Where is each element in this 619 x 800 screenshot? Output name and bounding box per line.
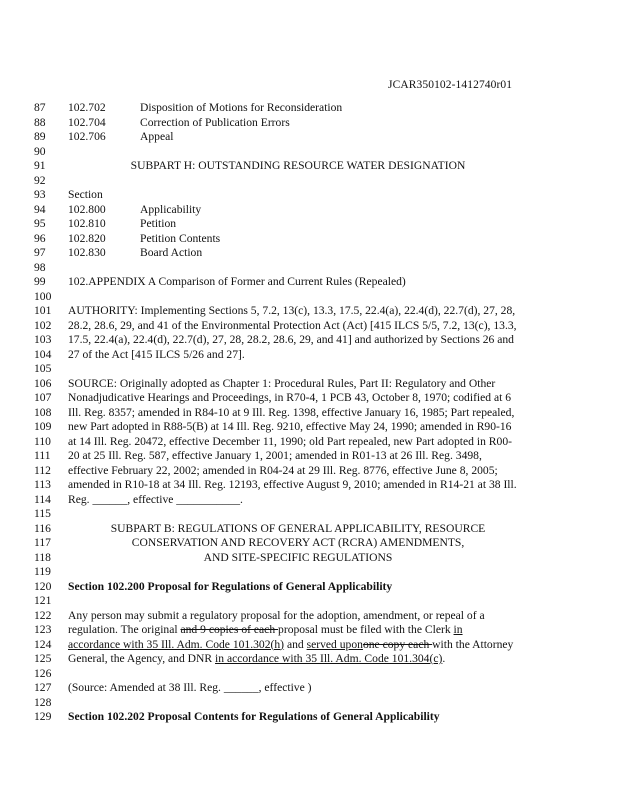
line-number: 112 bbox=[34, 463, 51, 477]
document-line bbox=[0, 696, 619, 710]
text-line: Reg. ______, effective ___________. bbox=[68, 492, 243, 506]
text-line: 28.2, 28.6, 29, and 41 of the Environmental Protection Act (Act) [415 ILCS 5/5, 7.2, 13(c), 13.3, bbox=[68, 318, 517, 332]
document-line bbox=[0, 667, 619, 681]
document-line bbox=[0, 710, 619, 724]
section-title: Board Action bbox=[140, 246, 203, 259]
document-line bbox=[0, 536, 619, 550]
line-number: 93 bbox=[34, 188, 46, 201]
document-line bbox=[0, 565, 619, 579]
line-number: 89 bbox=[34, 130, 46, 143]
line-number: 97 bbox=[34, 246, 46, 259]
document-line bbox=[0, 580, 619, 594]
line-number: 128 bbox=[34, 695, 52, 709]
document-line bbox=[0, 493, 619, 507]
section-number: 102.704 bbox=[68, 115, 106, 129]
subpart-heading: AND SITE-SPECIFIC REGULATIONS bbox=[203, 550, 393, 564]
amended-text-line bbox=[68, 638, 513, 652]
section-number: 102.702 bbox=[68, 101, 106, 114]
document-line bbox=[0, 101, 619, 115]
section-number: 102.706 bbox=[68, 130, 106, 143]
text-line: 102.APPENDIX A Comparison of Former and Current Rules (Repealed) bbox=[68, 275, 406, 288]
section-number: Section bbox=[68, 188, 103, 201]
line-number: 115 bbox=[34, 507, 51, 520]
text-line: Ill. Reg. 8357; amended in R84-10 at 9 Ill. Reg. 1398, effective January 16, 1985; Part repealed, bbox=[68, 405, 515, 419]
document-line bbox=[0, 203, 619, 217]
document-line bbox=[0, 638, 619, 652]
line-number: 120 bbox=[34, 579, 52, 593]
document-id: JCAR350102-1412740r01 bbox=[388, 79, 513, 91]
line-number: 110 bbox=[34, 434, 51, 448]
line-number: 98 bbox=[34, 260, 46, 274]
line-number: 95 bbox=[34, 217, 46, 230]
line-number: 129 bbox=[34, 710, 52, 723]
section-title: Petition Contents bbox=[140, 231, 221, 245]
document-line bbox=[0, 362, 619, 376]
document-line bbox=[0, 507, 619, 521]
section-title: Applicability bbox=[140, 202, 202, 216]
deleted-text: one copy each bbox=[362, 637, 433, 651]
line-number: 87 bbox=[34, 101, 46, 114]
line-number: 119 bbox=[34, 565, 51, 578]
document-line bbox=[0, 623, 619, 637]
section-number: 102.800 bbox=[68, 202, 106, 216]
text-line: SOURCE: Originally adopted as Chapter 1: Procedural Rules, Part II: Regulatory and Other bbox=[68, 376, 496, 390]
line-number: 113 bbox=[34, 478, 51, 491]
inserted-text: in accordance with 35 Ill. Adm. Code 101.304(c) bbox=[215, 652, 443, 665]
line-number: 96 bbox=[34, 231, 46, 245]
section-title: Petition bbox=[140, 217, 177, 230]
line-number: 90 bbox=[34, 144, 46, 158]
document-line bbox=[0, 522, 619, 536]
text-line: AUTHORITY: Implementing Sections 5, 7.2, 13(c), 13.3, 17.5, 22.4(a), 22.4(d), 22.7(d), 27, 28, bbox=[68, 304, 516, 317]
document-line bbox=[0, 478, 619, 492]
section-number: 102.820 bbox=[68, 231, 106, 245]
document-line bbox=[0, 261, 619, 275]
line-number: 122 bbox=[34, 608, 52, 622]
text-line: 20 at 25 Ill. Reg. 587, effective January 1, 2001; amended in R01-13 at 26 Ill. Reg. 3498, bbox=[68, 449, 482, 462]
text-line: 27 of the Act [415 ILCS 5/26 and 27]. bbox=[68, 347, 245, 361]
line-number: 117 bbox=[34, 536, 51, 549]
document-line bbox=[0, 435, 619, 449]
section-number: 102.810 bbox=[68, 217, 106, 230]
document-line bbox=[0, 406, 619, 420]
document-line bbox=[0, 464, 619, 478]
text-segment: with the Attorney bbox=[432, 637, 514, 651]
line-number: 103 bbox=[34, 333, 52, 346]
deleted-text: and 9 copies of each bbox=[180, 623, 279, 636]
document-line bbox=[0, 116, 619, 130]
text-segment: . bbox=[442, 652, 446, 665]
section-heading: Section 102.202 Proposal Contents for Regulations of General Applicability bbox=[68, 710, 440, 723]
document-line bbox=[0, 391, 619, 405]
document-line bbox=[0, 304, 619, 318]
document-line bbox=[0, 275, 619, 289]
line-number: 126 bbox=[34, 666, 52, 680]
text-line: new Part adopted in R88-5(B) at 14 Ill. Reg. 9210, effective May 24, 1990; amended in R90-16 bbox=[68, 420, 512, 433]
text-line: (Source: Amended at 38 Ill. Reg. ______, effective ) bbox=[68, 681, 312, 694]
subpart-heading: CONSERVATION AND RECOVERY ACT (RCRA) AMENDMENTS, bbox=[131, 536, 465, 549]
line-number: 106 bbox=[34, 376, 52, 390]
amended-text-line bbox=[68, 652, 445, 666]
section-title: Appeal bbox=[140, 130, 174, 143]
line-number: 109 bbox=[34, 420, 52, 433]
line-number: 92 bbox=[34, 173, 46, 187]
line-number: 105 bbox=[34, 362, 52, 375]
line-number: 111 bbox=[34, 449, 51, 462]
text-segment: and bbox=[284, 637, 307, 651]
document-line bbox=[0, 232, 619, 246]
line-number: 102 bbox=[34, 318, 52, 332]
section-number: 102.830 bbox=[68, 246, 106, 259]
document-line bbox=[0, 333, 619, 347]
text-segment: General, the Agency, and DNR bbox=[68, 652, 216, 665]
line-number: 107 bbox=[34, 391, 52, 404]
line-number: 101 bbox=[34, 304, 52, 317]
document-line bbox=[0, 130, 619, 144]
document-line bbox=[0, 145, 619, 159]
document-line bbox=[0, 319, 619, 333]
document-line bbox=[0, 159, 619, 173]
text-line: Nonadjudicative Hearings and Proceedings, in R70-4, 1 PCB 43, October 8, 1970; codified at 6 bbox=[68, 391, 512, 404]
section-title: Correction of Publication Errors bbox=[140, 115, 290, 129]
text-segment: regulation. The original bbox=[68, 623, 181, 636]
document-line bbox=[0, 420, 619, 434]
document-line bbox=[0, 348, 619, 362]
line-number: 88 bbox=[34, 115, 46, 129]
section-title: Disposition of Motions for Reconsideration bbox=[140, 101, 343, 114]
line-number: 121 bbox=[34, 594, 52, 607]
inserted-text: accordance with 35 Ill. Adm. Code 101.302(h) bbox=[68, 637, 285, 651]
line-number: 94 bbox=[34, 202, 46, 216]
line-number: 118 bbox=[34, 550, 51, 564]
line-number: 124 bbox=[34, 637, 52, 651]
document-line bbox=[0, 594, 619, 608]
amended-text-line bbox=[68, 623, 463, 637]
text-line: effective February 22, 2002; amended in R04-24 at 29 Ill. Reg. 8776, effective June 8, 2005; bbox=[68, 463, 498, 477]
line-number: 104 bbox=[34, 347, 52, 361]
text-line: at 14 Ill. Reg. 20472, effective December 11, 1990; old Part repealed, new Part adopted in R00- bbox=[68, 434, 512, 448]
document-line bbox=[0, 246, 619, 260]
document-line bbox=[0, 188, 619, 202]
text-line: amended in R10-18 at 34 Ill. Reg. 12193, effective August 9, 2010; amended in R14-21 at 38 Ill. bbox=[68, 478, 517, 491]
document-line bbox=[0, 609, 619, 623]
line-number: 91 bbox=[34, 159, 46, 172]
document-line bbox=[0, 377, 619, 391]
line-number: 99 bbox=[34, 275, 46, 288]
line-number: 116 bbox=[34, 521, 51, 535]
document-line bbox=[0, 652, 619, 666]
document-line bbox=[0, 290, 619, 304]
subpart-heading: SUBPART H: OUTSTANDING RESOURCE WATER DESIGNATION bbox=[130, 159, 466, 172]
subpart-heading: SUBPART B: REGULATIONS OF GENERAL APPLICABILITY, RESOURCE bbox=[110, 521, 486, 535]
document-line bbox=[0, 174, 619, 188]
text-line: Any person may submit a regulatory proposal for the adoption, amendment, or repeal of a bbox=[68, 608, 485, 622]
line-number: 100 bbox=[34, 289, 52, 303]
document-line bbox=[0, 217, 619, 231]
document-line bbox=[0, 551, 619, 565]
line-number: 108 bbox=[34, 405, 52, 419]
document-line bbox=[0, 681, 619, 695]
text-line: 17.5, 22.4(a), 22.4(d), 22.7(d), 27, 28, 28.2, 28.6, 29, and 41] and authorized by Sections 26 and bbox=[68, 333, 514, 346]
line-number: 114 bbox=[34, 492, 51, 506]
line-number: 127 bbox=[34, 681, 52, 694]
line-number: 123 bbox=[34, 623, 52, 636]
line-number: 125 bbox=[34, 652, 52, 665]
inserted-text: in bbox=[453, 623, 463, 636]
section-heading: Section 102.200 Proposal for Regulations of General Applicability bbox=[68, 579, 393, 593]
document-line bbox=[0, 449, 619, 463]
text-segment: proposal must be filed with the Clerk bbox=[278, 623, 454, 636]
inserted-text: served upon bbox=[306, 637, 363, 651]
